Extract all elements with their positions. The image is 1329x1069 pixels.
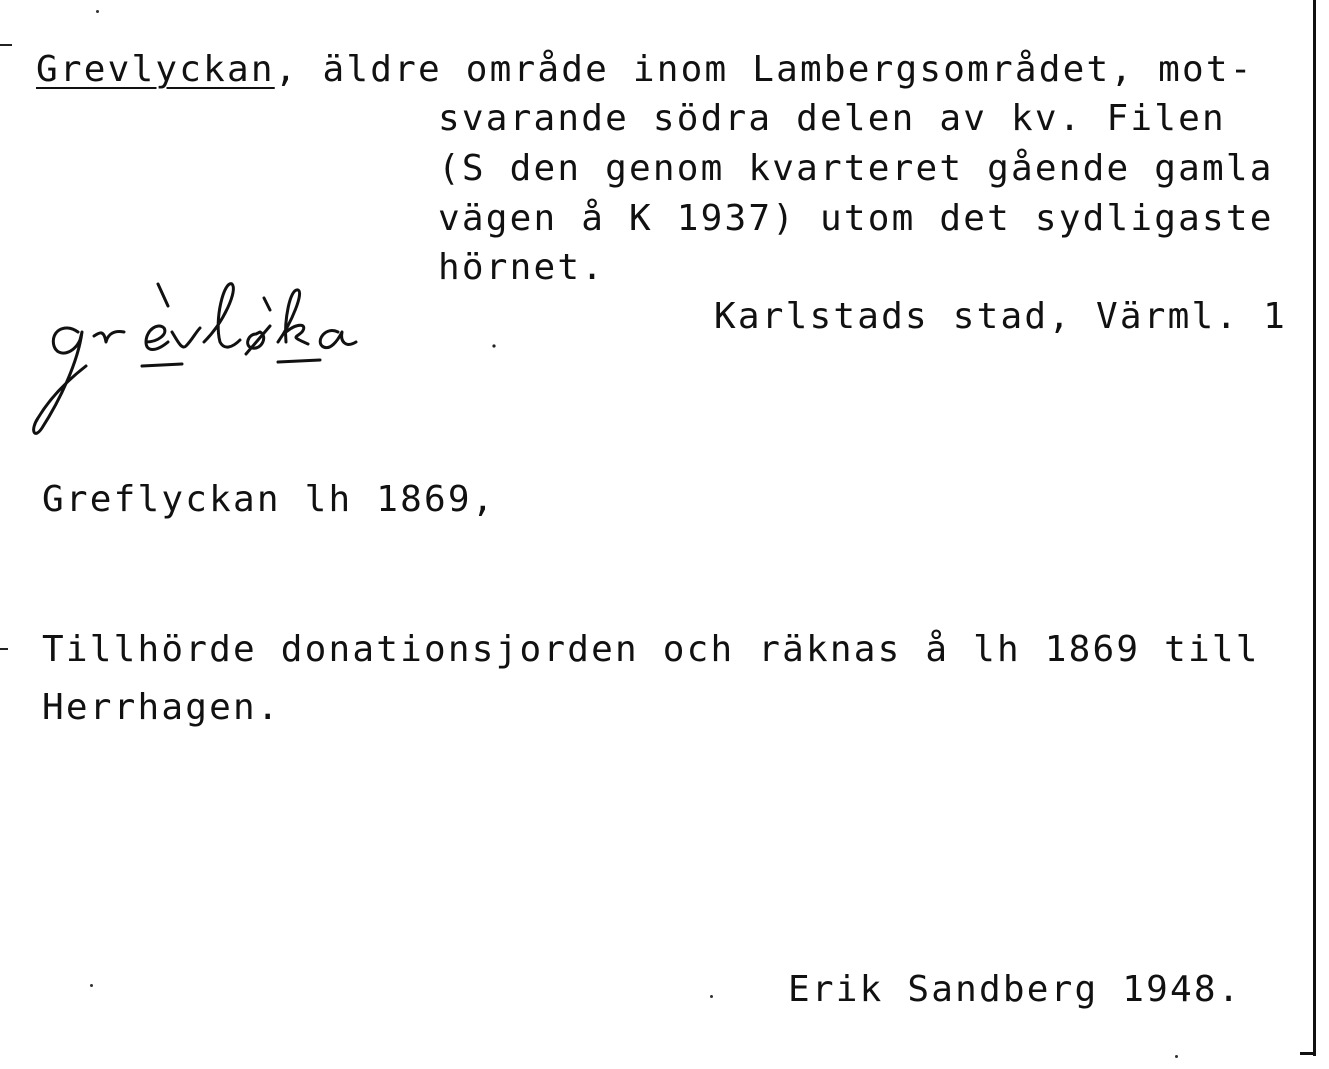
definition-line-5: hörnet.: [438, 247, 606, 288]
card-right-border: [1313, 0, 1316, 1056]
card-bottom-border: [1300, 1052, 1316, 1055]
definition-line-4: vägen å K 1937) utom det sydligaste: [438, 198, 1274, 239]
speck: [90, 984, 93, 987]
historical-form: Greflyckan lh 1869,: [42, 479, 496, 520]
note-line-1: Tillhörde donationsjorden och räknas å lh 1869 till: [42, 629, 1260, 670]
definition-line-2: svarande södra delen av kv. Filen: [438, 98, 1226, 139]
definition-line-3: (S den genom kvarteret gående gamla: [438, 148, 1274, 189]
left-margin-mark: [0, 648, 8, 650]
location-line: Karlstads stad, Värml. 1: [714, 296, 1287, 337]
entry-first-line: [36, 50, 1254, 90]
speck: [96, 10, 99, 13]
note-line-2: Herrhagen.: [42, 687, 281, 728]
definition-start: , äldre område inom Lambergsområdet, mot-: [274, 49, 1254, 90]
handwritten-pronunciation: [20, 270, 500, 440]
speck: [710, 995, 713, 998]
headword: Grevlyckan: [36, 49, 275, 90]
speck: [1175, 1055, 1178, 1058]
signature: Erik Sandberg 1948.: [788, 969, 1242, 1010]
left-margin-mark: [0, 44, 12, 46]
